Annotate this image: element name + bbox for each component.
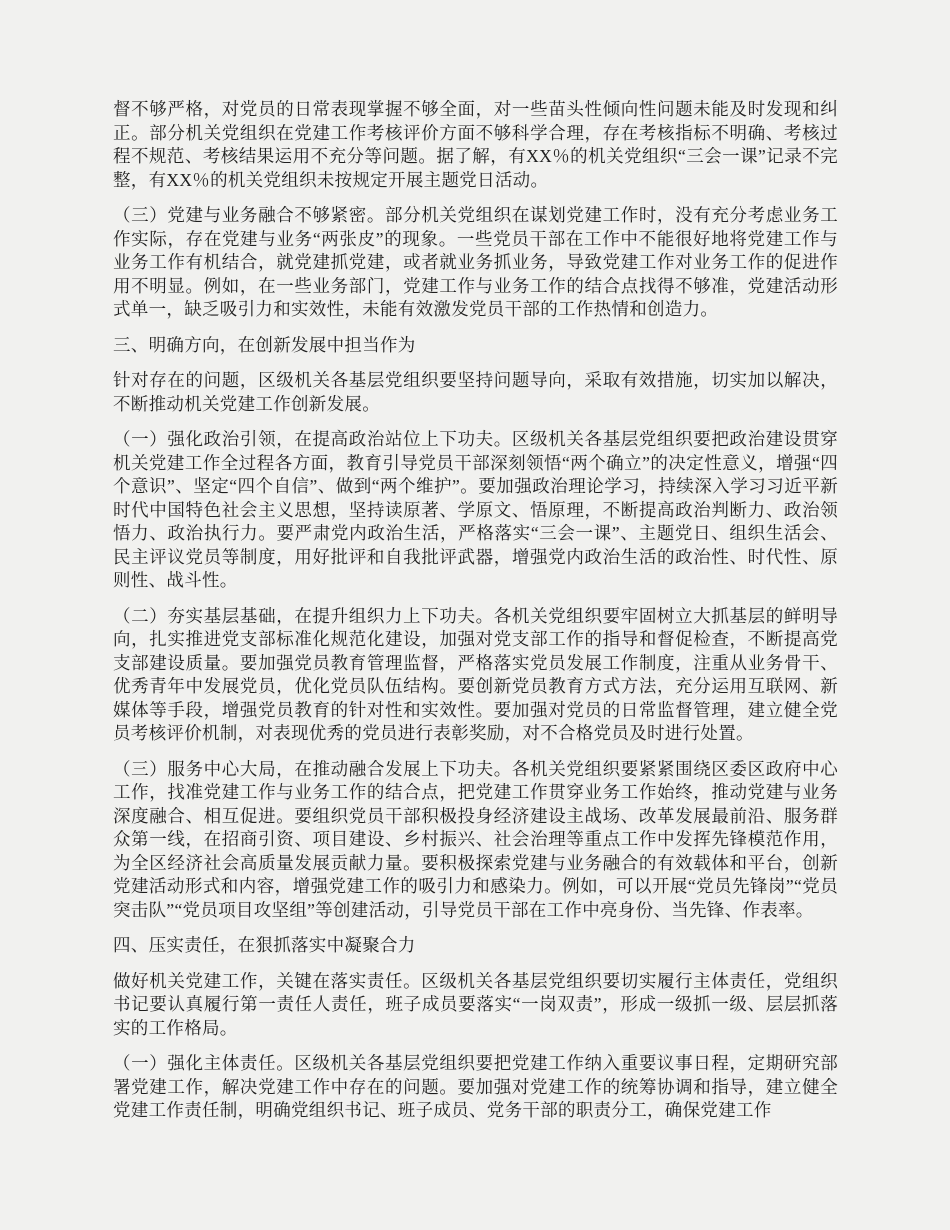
paragraph: （一）强化主体责任。区级机关各基层党组织要把党建工作纳入重要议事日程，定期研究部署党建工作，解决党建工作中存在的问题。要加强对党建工作的统筹协调和指导，建立健全党建工作责任制，明确党组织书记、班子成员、党务干部的职责分工，确保党建工作 xyxy=(113,1053,838,1120)
paragraph: 针对存在的问题，区级机关各基层党组织要坚持问题导向，采取有效措施，切实加以解决，不断推动机关党建工作创新发展。 xyxy=(113,370,838,414)
section-heading-3: 三、明确方向，在创新发展中担当作为 xyxy=(113,334,416,355)
paragraph: （二）夯实基层基础，在提升组织力上下功夫。各机关党组织要牢固树立大抓基层的鲜明导向，扎实推进党支部标准化规范化建设，加强对党支部工作的指导和督促检查，不断提高党支部建设质量。要加强党员教育管理监督，严格落实党员发展工作制度，注重从业务骨干、优秀青年中发展党员，优化党员队伍结构。要创新党员教育方式方法，充分运用互联网、新媒体等手段，增强党员教育的针对性和实效性。要加强对党员的日常监督管理，建立健全党员考核评价机制，对表现优秀的党员进行表彰奖励，对不合格党员及时进行处置。 xyxy=(113,605,838,743)
section-heading-4: 四、压实责任，在狠抓落实中凝聚合力 xyxy=(113,935,416,955)
paragraph-continuation: 督不够严格，对党员的日常表现掌握不够全面，对一些苗头性倾向性问题未能及时发现和纠正。部分机关党组织在党建工作考核评价方面不够科学合理，存在考核指标不明确、考核过程不规范、考核结果运用不充分等问题。据了解，有XX％的机关党组织“三会一课”记录不完整，有XX％的机关党组织未按规定开展主题党日活动。 xyxy=(113,99,838,190)
paragraph: （三）服务中心大局，在推动融合发展上下功夫。各机关党组织要紧紧围绕区委区政府中心工作，找准党建工作与业务工作的结合点，把党建工作贯穿业务工作始终，推动党建与业务深度融合、相互促进。要组织党员干部积极投身经济建设主战场、改革发展最前沿、服务群众第一线，在招商引资、项目建设、乡村振兴、社会治理等重点工作中发挥先锋模范作用，为全区经济社会高质量发展贡献力量。要积极探索党建与业务融合的有效载体和平台，创新党建活动形式和内容，增强党建工作的吸引力和感染力。例如，可以开展“党员先锋岗”“党员突击队”“党员项目攻坚组”等创建活动，引导党员干部在工作中亮身份、当先锋、作表率。 xyxy=(113,758,838,920)
paragraph: （一）强化政治引领，在提高政治站位上下功夫。区级机关各基层党组织要把政治建设贯穿机关党建工作全过程各方面，教育引导党员干部深刻领悟“两个确立”的决定性意义，增强“四个意识”、坚定“四个自信”、做到“两个维护”。要加强政治理论学习，持续深入学习习近平新时代中国特色社会主义思想，坚持读原著、学原文、悟原理，不断提高政治判断力、政治领悟力、政治执行力。要严肃党内政治生活，严格落实“三会一课”、主题党日、组织生活会、民主评议党员等制度，用好批评和自我批评武器，增强党内政治生活的政治性、时代性、原则性、战斗性。 xyxy=(113,429,838,590)
paragraph: （三）党建与业务融合不够紧密。部分机关党组织在谋划党建工作时，没有充分考虑业务工作实际，存在党建与业务“两张皮”的现象。一些党员干部在工作中不能很好地将党建工作与业务工作有机结合，就党建抓党建，或者就业务抓业务，导致党建工作对业务工作的促进作用不明显。例如，在一些业务部门，党建工作与业务工作的结合点找得不够准，党建活动形式单一，缺乏吸引力和实效性，未能有效激发党员干部的工作热情和创造力。 xyxy=(113,205,838,319)
paragraph: 做好机关党建工作，关键在落实责任。区级机关各基层党组织要切实履行主体责任，党组织书记要认真履行第一责任人责任，班子成员要落实“一岗双责”，形成一级抓一级、层层抓落实的工作格局。 xyxy=(113,970,838,1038)
